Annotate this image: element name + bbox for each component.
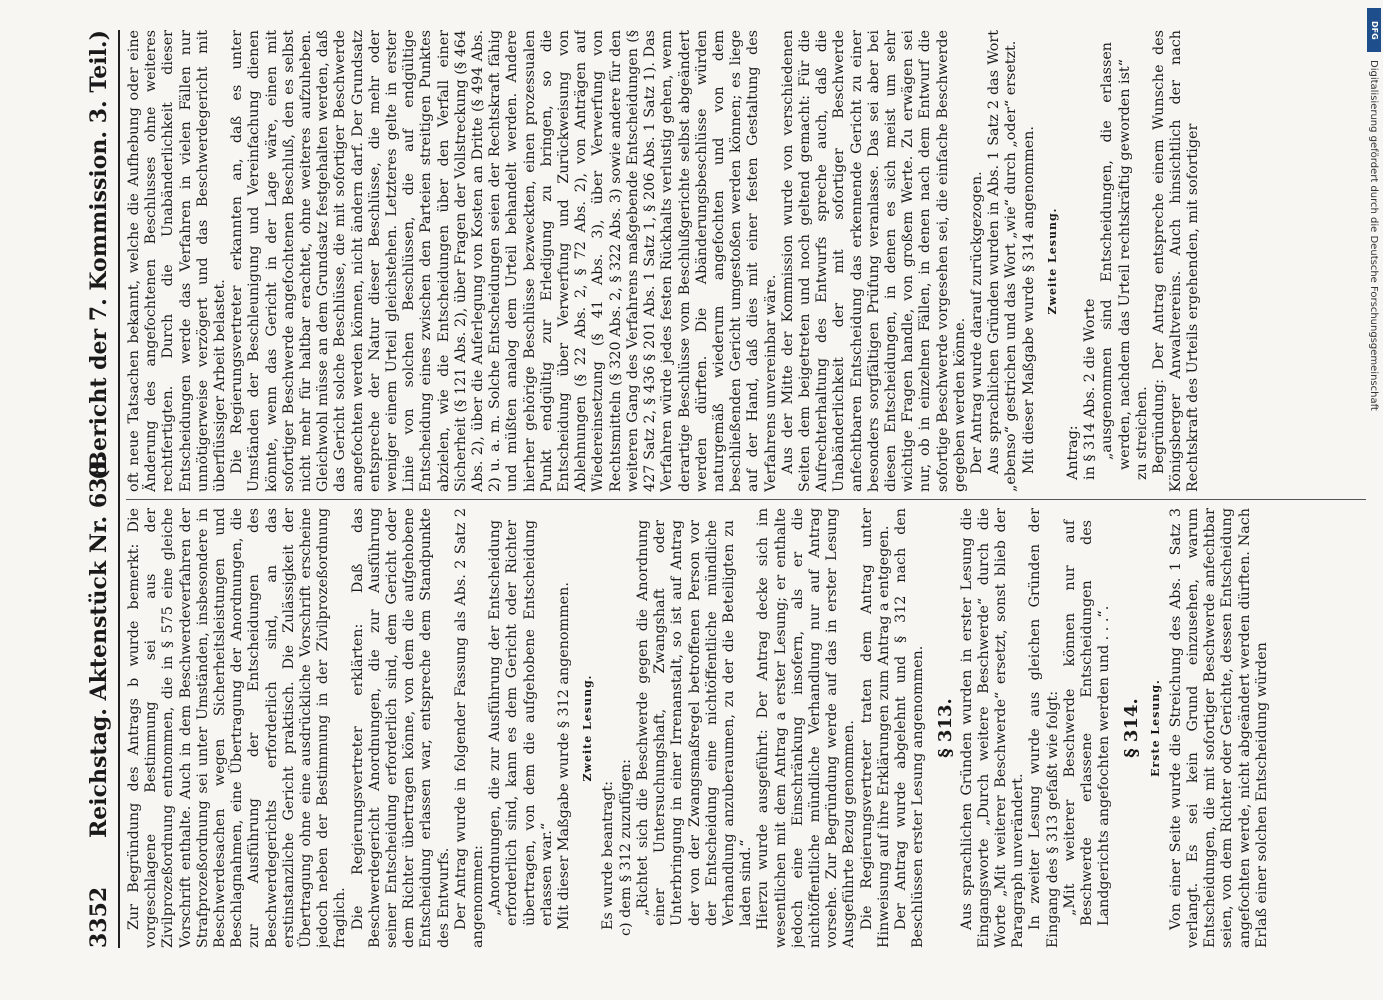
header-right-title: (Bericht der 7. Kommission. 3. Teil.) [86, 30, 112, 481]
paragraph: In zweiter Lesung wurde aus gleichen Gründen der Eingang des § 313 gefaßt wie folgt: [1027, 508, 1061, 948]
quoted-text: „Mit weiterer Beschwerde können nur auf Beschwerde erlassene Entscheidungen des Landgerichts angefochten werden und . . .“. [1061, 520, 1113, 926]
subheading: Zweite Lesung. [1045, 207, 1059, 315]
paragraph: oft neue Tatsachen bekannt, welche die Aufhebung oder eine Änderung des angefochtenen Beschlusses ohne weiteres rechtfertigten. Durch die Unabänderlichkeit dieser Entscheidungen werde das Verfahren in vielen Fällen nur unnötigerweise verzögert und das Beschwerdegericht mit überflüssiger Arbeit belastet. [126, 30, 229, 492]
page-header [78, 30, 120, 948]
paragraph: Aus sprachlichen Gründen wurden in Abs. 1 Satz 2 das Wort „ebenso“ gestrichen und das Wort „wie“ durch „oder“ ersetzt. [986, 30, 1020, 492]
quoted-text: „ausgenommen sind Entscheidungen, die erlassen werden, nachdem das Urteil rechtskräftig geworden ist“ [1099, 42, 1133, 470]
paragraph: Mit dieser Maßgabe wurde § 314 angenommen. [1020, 126, 1037, 474]
page-number: 3352 [86, 886, 112, 948]
paragraph: Die Regierungsvertreter traten dem Antrag unter Hinweisung auf ihre Erklärungen zum Antrag a entgegen. [858, 508, 892, 948]
paragraph: Der Antrag wurde abgelehnt und § 312 nach den Beschlüssen erster Lesung angenommen. [892, 508, 927, 948]
paragraph: Der Antrag wurde darauf zurückgezogen. [968, 171, 985, 474]
paragraph: Aus der Mitte der Kommission wurde von verschiedenen Seiten dem beigetreten und noch geltend gemacht: Für die Aufrechterhaltung des Entwurfs spreche auch, daß die Unabänderlichkeit der mit sofortiger Beschwerde anfechtbaren Entscheidung das erkennende Gericht zu einer besonders sorgfältigen Prüfung veranlasse. Das sei aber bei diesen Entscheidungen, in denen es sich meist um sehr wichtige Fragen handle, von großem Werte. Zu erwägen sei nur, ob in einzelnen Fällen, in denen nach dem Entwurf die sofortige Beschwerde vorgesehen sei, die einfache Beschwerde gegeben werden könne. [779, 30, 968, 492]
column-divider [126, 499, 1366, 500]
quoted-text: „Richtet sich die Beschwerde gegen die Anordnung einer Untersuchungshaft, Zwangshaft oder Unterbringung in einer Irrenanstalt, so ist auf Antrag der von der Zwangsmaßregel betroffenen Person vor der Entscheidung eine nichtöffentliche mündliche Verhandlung anzuberaumen, zu der die Beteiligten zu laden sind.“ [634, 520, 755, 926]
section-heading: § 313. [935, 698, 957, 758]
dfg-logo: DFG [1367, 8, 1381, 52]
subheading: Erste Lesung. [1148, 679, 1162, 777]
subheading: Zweite Lesung. [581, 674, 595, 782]
paragraph: Mit dieser Maßgabe wurde § 312 angenommen. [556, 582, 573, 930]
section-heading: § 314. [1121, 698, 1143, 758]
list-item: in § 314 Abs. 2 die Worte [1082, 298, 1099, 480]
header-left-title: Reichstag. Aktenstück Nr. 638. [86, 454, 112, 838]
digitization-note: Digitalisierung gefördert durch die Deutsche Forschungsgemeinschaft [1368, 60, 1379, 411]
paragraph: Zur Begründung des Antrags b wurde bemerkt: Die vorgeschlagene Bestimmung sei aus der Zivilprozeßordnung entnommen, die in § 575 eine gleiche Vorschrift enthalte. Auch in dem Beschwerdeverfahren der Strafprozeßordnung sei unter Umständen, insbesondere in Beschwerdesachen wegen Sicherheitsleistungen und Beschlagnahmen, eine Übertragung der Anordnungen, die zur Ausführung der Entscheidungen des Beschwerdegerichts erforderlich sind, an das erstinstanzliche Gericht praktisch. Die Zulässigkeit der Übertragung ohne eine ausdrückliche Vorschrift erscheine jedoch neben der Bestimmung in der Zivilprozeßordnung fraglich. [126, 508, 349, 948]
paragraph: Es wurde beantragt: [600, 781, 617, 930]
paragraph: Von einer Seite wurde die Streichung des Abs. 1 Satz 3 verlangt. Es sei kein Grund einzusehen, warum Entscheidungen, die mit sofortiger Beschwerde anfechtbar seien, von dem Richter oder Gerichte, dessen Entscheidung angefochten werde, nicht abgeändert werden dürften. Nach Erlaß einer solchen Entscheidung würden [1167, 508, 1270, 948]
list-item: Antrag: [1064, 425, 1081, 480]
paragraph: Die Regierungsvertreter erklärten: Daß das Beschwerdegericht Anordnungen, die zur Ausführung seiner Entscheidung erforderlich sind, dem Gericht oder dem Richter übertragen könne, von dem die aufgehobene Entscheidung erlassen war, entspreche dem Standpunkte des Entwurfs. [349, 508, 452, 948]
quoted-text: „Anordnungen, die zur Ausführung der Entscheidung erforderlich sind, kann es dem Gericht oder Richter übertragen, von dem die aufgehobene Entscheidung erlassen war.“ [487, 520, 555, 926]
paragraph: Der Antrag wurde in folgender Fassung als Abs. 2 Satz 2 angenommen: [452, 508, 487, 948]
list-item: c) dem § 312 zuzufügen: [617, 759, 634, 936]
paragraph: Aus sprachlichen Gründen wurden in erster Lesung die Eingangsworte „Durch weitere Beschwerde“ durch die Worte „Mit weiterer Beschwerde“ ersetzt, sonst blieb der Paragraph unverändert. [958, 508, 1027, 948]
left-column [126, 508, 1383, 948]
paragraph: Begründung: Der Antrag entspreche einem Wunsche des Königsberger Anwaltvereins. Auch hinsichtlich der nach Rechtskraft des Urteils ergehenden, mit sofortiger [1150, 30, 1202, 492]
list-item: zu streichen. [1133, 386, 1150, 480]
right-column [126, 30, 1383, 492]
paragraph: Die Regierungsvertreter erkannten an, daß es unter Umständen der Beschleunigung und Vereinfachung dienen könnte, wenn das Gericht in der Lage wäre, einen mit sofortiger Beschwerde angefochtenen Beschluß, den es selbst nicht mehr für haltbar erachtet, ohne weiteres aufzuheben. Gleichwohl müsse an dem Grundsatz festgehalten werden, daß das Gericht solche Beschlüsse, die mit sofortiger Beschwerde angefochten werden können, nicht ändern darf. Der Grundsatz entspreche der Natur dieser Beschlüsse, die mehr oder weniger einem Urteil gleichstehen. Letzteres gelte in erster Linie von solchen Beschlüssen, die auf endgültige Entscheidung eines zwischen den Parteien streitigen Punktes abzielen, wie die Entscheidungen über den Verfall einer Sicherheit (§ 121 Abs. 2), über Fragen der Vollstreckung (§ 464 Abs. 2), über die Auferlegung von Kosten an Dritte (§ 494 Abs. 2) u. a. m. Solche Entscheidungen seien der Rechtskraft fähig und müßten analog dem Urteil behandelt werden. Andere hierher gehörige Beschlüsse bezweckten, einen prozessualen Punkt endgültig zur Erledigung zu bringen, so die Entscheidung über Verwerfung und Zurückweisung von Ablehnungen (§ 22 Abs. 2, § 72 Abs. 2), von Anträgen auf Wiedereinsetzung (§ 41 Abs. 3), über Verwerfung von Rechtsmitteln (§ 320 Abs. 2, § 322 Abs. 3) sowie andere für den weiteren Gang des Verfahrens maßgebende Entscheidungen (§ 427 Satz 2, § 436 § 201 Abs. 1 Satz 1, § 206 Abs. 1 Satz 1). Das Verfahren würde jedes festen Rückhalts verlustig gehen, wenn derartige Beschlüsse vom Beschlußgerichte selbst abgeändert werden dürften. Die Abänderungsbeschlüsse würden naturgemäß wiederum angefochten und von dem beschließenden Gericht umgestoßen werden können; es liege auf der Hand, daß dies mit einer festen Gestaltung des Verfahrens unvereinbar wäre. [229, 30, 779, 492]
paragraph: Hierzu wurde ausgeführt: Der Antrag decke sich im wesentlichen mit dem Antrag a erster Lesung; er enthalte jedoch eine Einschränkung insofern, als er die nichtöffentliche mündliche Verhandlung nur auf Antrag vorsehe. Zur Begründung werde auf das in erster Lesung Ausgeführte Bezug genommen. [755, 508, 858, 948]
